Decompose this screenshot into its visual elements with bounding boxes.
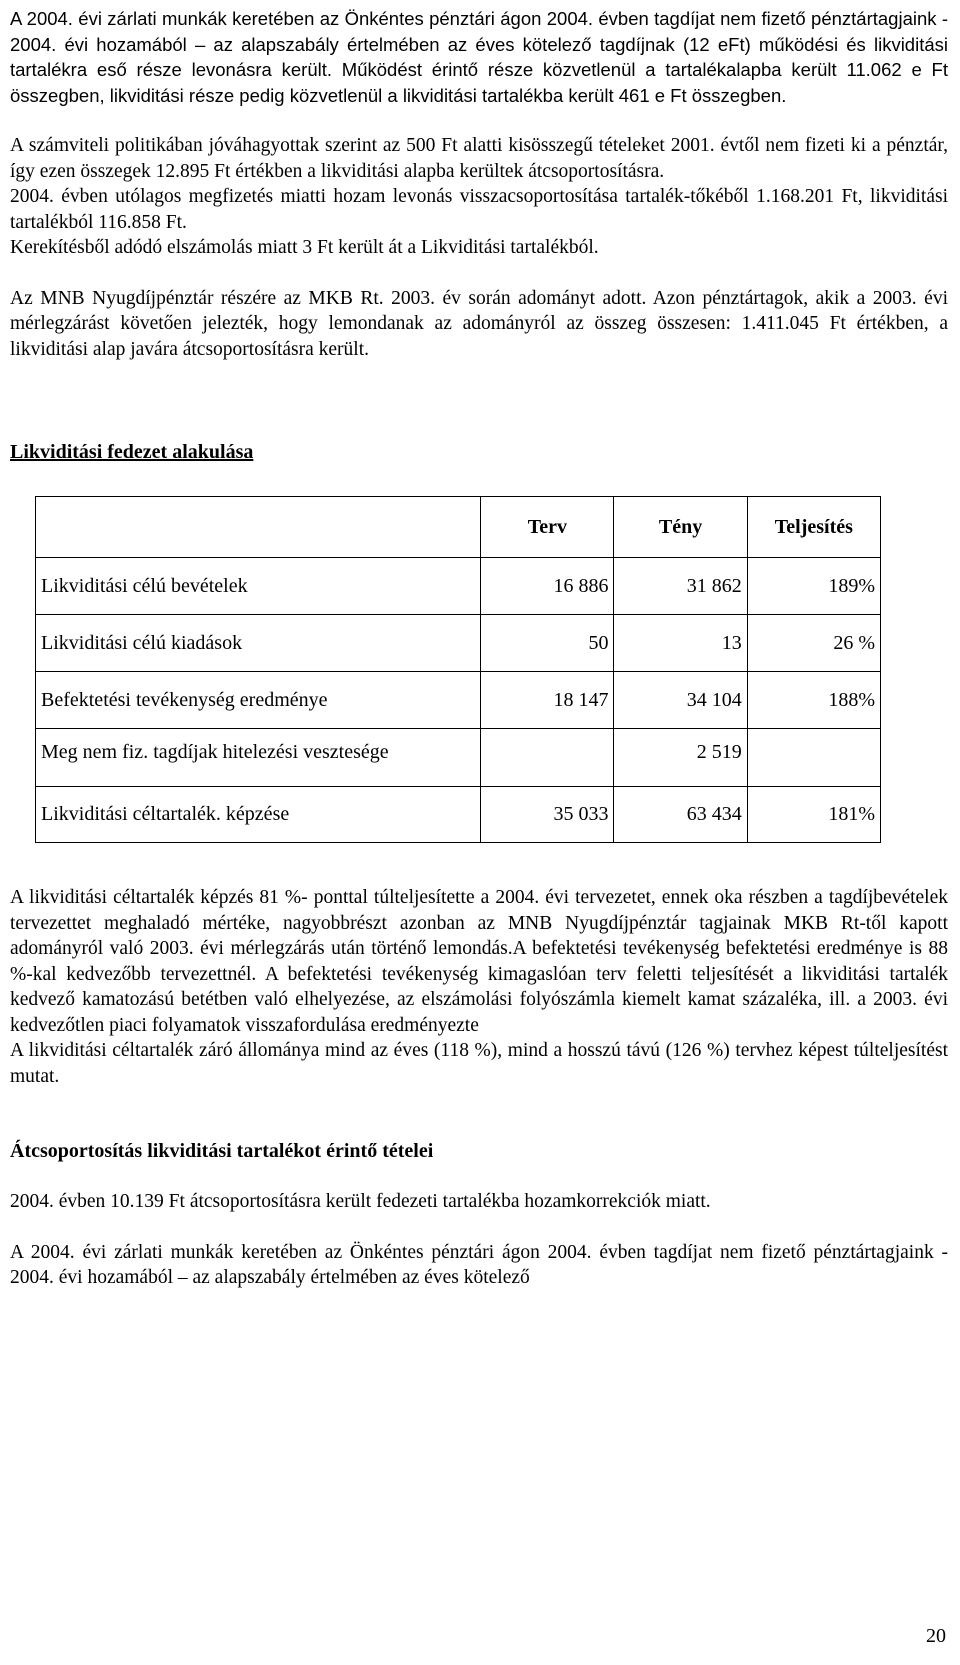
table-cell: 188% bbox=[747, 672, 880, 729]
table-cell: 181% bbox=[747, 787, 880, 843]
page-number: 20 bbox=[926, 1625, 946, 1647]
table-cell-label: Befektetési tevékenység eredménye bbox=[36, 672, 481, 729]
table-cell-label: Likviditási céltartalék. képzése bbox=[36, 787, 481, 843]
table-cell: 34 104 bbox=[614, 672, 747, 729]
table-cell: 26 % bbox=[747, 615, 880, 672]
table-header-cell: Tény bbox=[614, 497, 747, 558]
table-header-cell: Terv bbox=[481, 497, 614, 558]
table-cell: 35 033 bbox=[481, 787, 614, 843]
table-header-cell: Teljesítés bbox=[747, 497, 880, 558]
table-cell: 18 147 bbox=[481, 672, 614, 729]
closing-paragraph: A likviditási céltartalék záró állománya mind az éves (118 %), mind a hosszú távú (126 %) tervhez képest túlteljesítést mutat. bbox=[10, 1040, 948, 1087]
table-cell: 189% bbox=[747, 558, 880, 615]
table-cell bbox=[481, 729, 614, 787]
table-cell: 16 886 bbox=[481, 558, 614, 615]
table-cell: 13 bbox=[614, 615, 747, 672]
liquidity-heading: Likviditási fedezet alakulása bbox=[10, 441, 254, 463]
analysis-paragraph: A likviditási céltartalék képzés 81 %- ponttal túlteljesítette a 2004. évi tervezetet, ennek oka részben a tagdíjbevételek tervezettet meghaladó mértéke, nagyobbrészt azonban az MNB Nyugdíjpénztár tagjainak MKB Rt-től kapott adományról való 2003. évi mérlegzárás után történő lemondás.A befektetési tevékenység befektetési eredménye is 88 %-kal kedvezőbb tervezettnél. A befektetési tevékenység kimagaslóan terv feletti teljesítését a likviditási tartalék kedvező kamatozású betétben való elhelyezése, az elszámolási folyószámla kiemelt kamat százaléka, ill. a 2003. évi kedvezőtlen piaci folyamatok visszafordulása eredményezte bbox=[10, 887, 948, 1036]
intro-paragraph: A 2004. évi zárlati munkák keretében az Önkéntes pénztári ágon 2004. évben tagdíjat nem fizető pénztártagjaink - 2004. évi hozamából – az alapszabály értelmében az éves kötelező tagdíjnak (12 eFt) működési és likviditási tartalékra eső része levonásra került. Működést érintő része közvetlenül a tartalékalapba került 11.062 e Ft összegben, likviditási része pedig közvetlenül a likviditási tartalékba került 461 e Ft összegben. bbox=[10, 8, 948, 106]
table-row bbox=[36, 729, 881, 787]
table-cell: 31 862 bbox=[614, 558, 747, 615]
table-row bbox=[36, 787, 881, 843]
table-row bbox=[36, 672, 881, 729]
document-page bbox=[10, 0, 948, 1291]
table-cell-label: Likviditási célú bevételek bbox=[36, 558, 481, 615]
table-cell: 63 434 bbox=[614, 787, 747, 843]
table-cell: 50 bbox=[481, 615, 614, 672]
mnb-paragraph: Az MNB Nyugdíjpénztár részére az MKB Rt. 2003. év során adományt adott. Azon pénztártagok, akik a 2003. évi mérlegzárást követően jelezték, hogy lemondanak az adományról az összeg összesen: 1.411.045 Ft értékben, a likviditási alap javára átcsoportosításra került. bbox=[10, 287, 948, 360]
table-header-cell bbox=[36, 497, 481, 558]
liquidity-table bbox=[35, 496, 881, 843]
table-cell-label: Meg nem fiz. tagdíjak hitelezési vesztesége bbox=[36, 729, 481, 787]
regrouping-paragraph: 2004. évben 10.139 Ft átcsoportosításra került fedezeti tartalékba hozamkorrekciók miatt. bbox=[10, 1191, 711, 1212]
table-header-row bbox=[36, 497, 881, 558]
accounting-policy-paragraph: A számviteli politikában jóváhagyottak szerint az 500 Ft alatti kisösszegű tételeket 2001. évtől nem fizeti ki a pénztár, így ezen összegek 12.895 Ft értékben a likviditási alapba kerültek átcsoportosításra. bbox=[10, 135, 948, 182]
table-cell bbox=[747, 729, 880, 787]
table-row bbox=[36, 615, 881, 672]
rounding-paragraph: Kerekítésből adódó elszámolás miatt 3 Ft került át a Likviditási tartalékból. bbox=[10, 237, 599, 258]
regrouping-heading: Átcsoportosítás likviditási tartalékot érintő tételei bbox=[10, 1140, 434, 1162]
repeat-paragraph: A 2004. évi zárlati munkák keretében az Önkéntes pénztári ágon 2004. évben tagdíjat nem fizető pénztártagjaink - 2004. évi hozamából – az alapszabály értelmében az éves kötelező bbox=[10, 1241, 948, 1288]
table-cell: 2 519 bbox=[614, 729, 747, 787]
table-cell-label: Likviditási célú kiadások bbox=[36, 615, 481, 672]
table-row bbox=[36, 558, 881, 615]
hozam-paragraph: 2004. évben utólagos megfizetés miatti hozam levonás visszacsoportosítása tartalék-tőkéből 1.168.201 Ft, likviditási tartalékból 116.858 Ft. bbox=[10, 186, 948, 233]
